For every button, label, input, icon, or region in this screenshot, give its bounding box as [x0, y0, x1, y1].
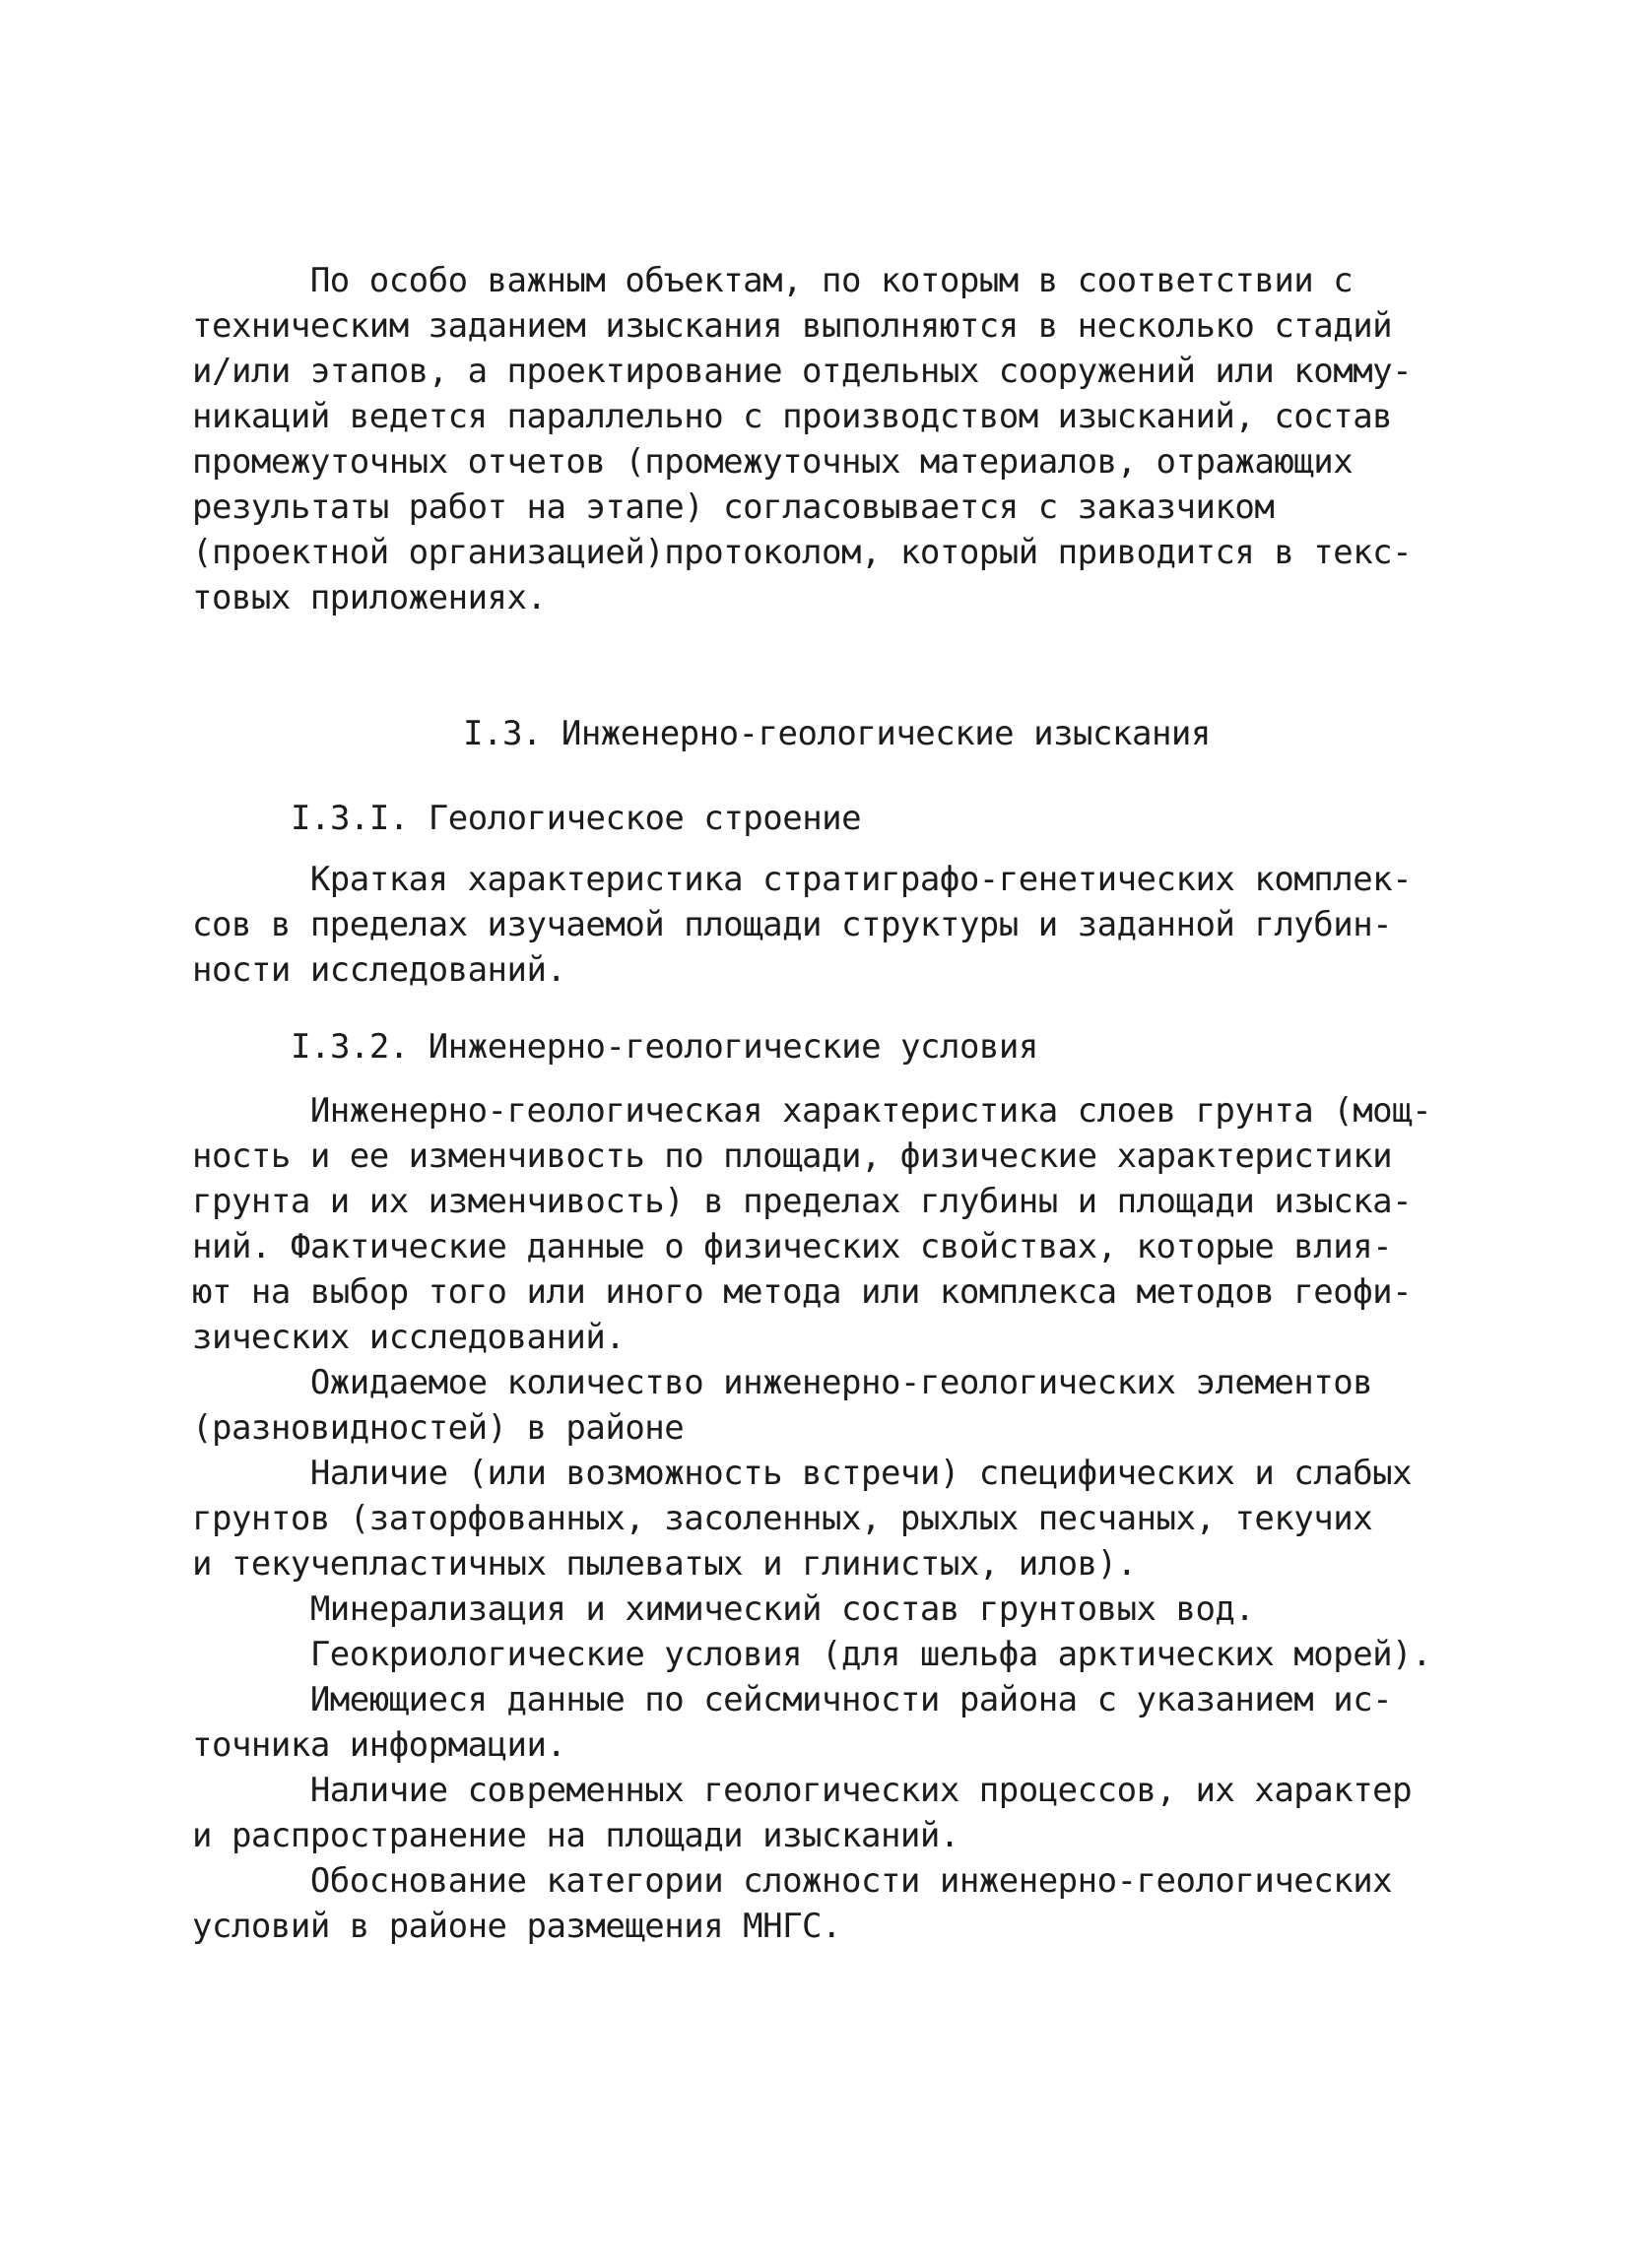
- text-line: грунта и их изменчивость) в пределах глубины и площади изыска-: [192, 1182, 1413, 1221]
- text-line: Инженерно-геологическая характеристика слоев грунта (мощ-: [192, 1091, 1432, 1131]
- text-line: По особо важным объектам, по которым в соответствии с: [192, 261, 1354, 300]
- text-line: Наличие (или возможность встречи) специфических и слабых: [192, 1454, 1413, 1493]
- text-line: условий в районе размещения МНГС.: [192, 1907, 842, 1946]
- text-line: и/или этапов, а проектирование отдельных сооружений или комму-: [192, 352, 1413, 391]
- text-line: (проектной организацией)протоколом, который приводится в текс-: [192, 533, 1413, 572]
- text-line: Обоснование категории сложности инженерно-геологических: [192, 1861, 1393, 1901]
- section-heading-1-3: I.3. Инженерно-геологические изыскания: [463, 714, 1211, 753]
- subsection-heading-1-3-2: I.3.2. Инженерно-геологические условия: [291, 1027, 1038, 1067]
- text-line: Имеющиеся данные по сейсмичности района с указанием ис-: [192, 1680, 1393, 1719]
- text-line: результаты работ на этапе) согласовывается с заказчиком: [192, 487, 1275, 527]
- text-line: зических исследований.: [192, 1318, 626, 1357]
- text-line: ности исследований.: [192, 950, 566, 990]
- text-line: и текучепластичных пылеватых и глинистых, илов).: [192, 1544, 1137, 1584]
- text-line: ность и ее изменчивость по площади, физические характеристики: [192, 1136, 1393, 1176]
- text-line: грунтов (заторфованных, засоленных, рыхлых песчаных, текучих: [192, 1499, 1373, 1538]
- text-line: и распространение на площади изысканий.: [192, 1816, 959, 1855]
- text-line: товых приложениях.: [192, 578, 547, 617]
- text-line: Ожидаемое количество инженерно-геологических элементов: [192, 1363, 1373, 1402]
- text-line: ют на выбор того или иного метода или комплекса методов геофи-: [192, 1272, 1413, 1312]
- text-line: промежуточных отчетов (промежуточных материалов, отражающих: [192, 442, 1354, 482]
- intro-paragraph: [192, 258, 1463, 620]
- engineering-conditions-text: [192, 1088, 1463, 1949]
- text-line: никаций ведется параллельно с производством изысканий, состав: [192, 397, 1393, 436]
- text-line: сов в пределах изучаемой площади структуры и заданной глубин-: [192, 905, 1393, 944]
- text-line: Геокриологические условия (для шельфа арктических морей).: [192, 1635, 1432, 1674]
- text-line: Минерализация и химический состав грунтовых вод.: [192, 1589, 1255, 1629]
- text-line: (разновидностей) в районе: [192, 1408, 685, 1448]
- text-line: техническим заданием изыскания выполняются в несколько стадий: [192, 306, 1393, 346]
- text-line: Наличие современных геологических процессов, их характер: [192, 1771, 1413, 1810]
- text-line: ний. Фактические данные о физических свойствах, которые влия-: [192, 1227, 1393, 1266]
- geology-paragraph: [192, 857, 1463, 993]
- subsection-heading-1-3-1: I.3.I. Геологическое строение: [291, 799, 862, 838]
- text-line: Краткая характеристика стратиграфо-генетических комплек-: [192, 860, 1413, 899]
- text-line: точника информации.: [192, 1725, 566, 1765]
